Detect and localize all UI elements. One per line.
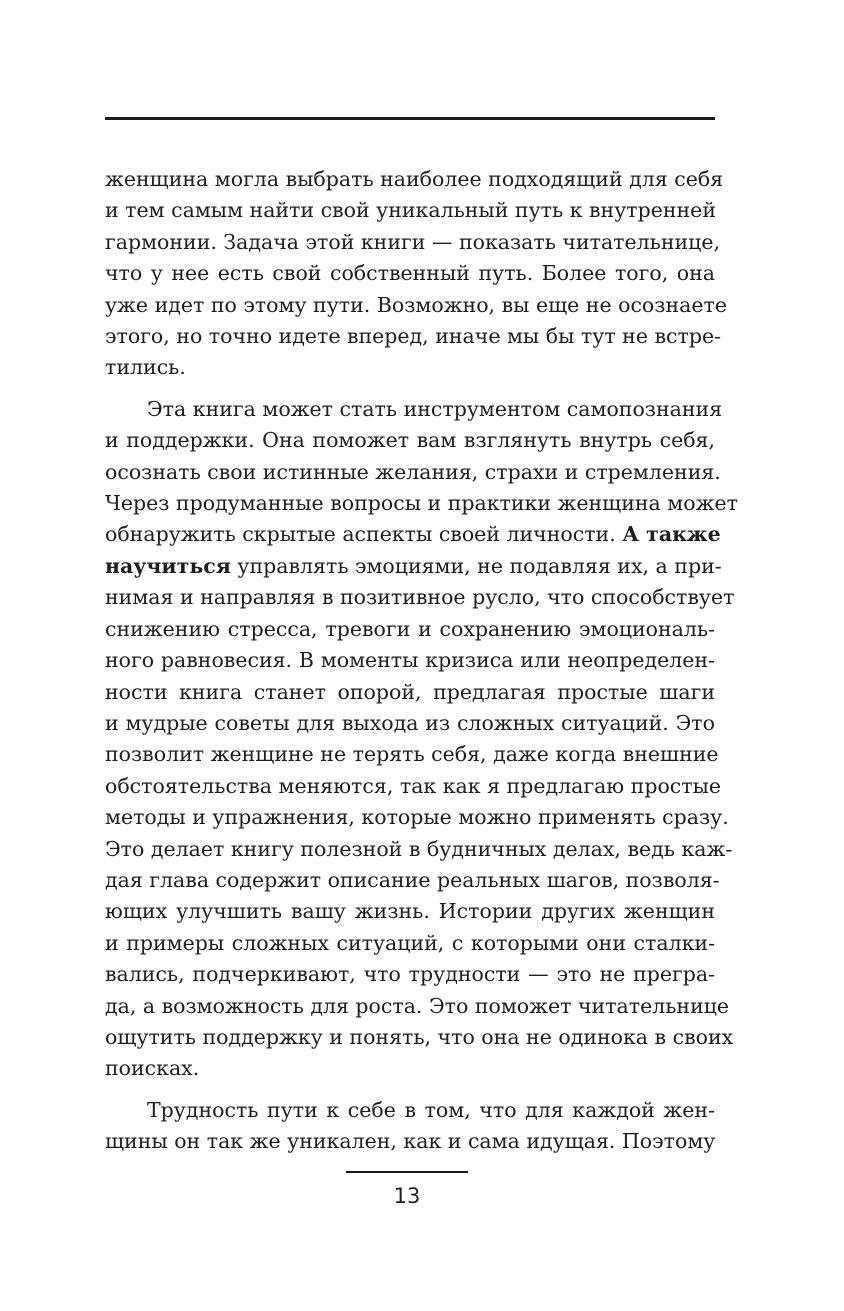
text-line: ощутить поддержку и понять, что она не одинока в своих [105, 1024, 734, 1049]
page-body [105, 164, 738, 1158]
text-line: ности книга станет опорой, предлагая простые шаги [105, 679, 715, 704]
text-line: уже идет по этому пути. Возможно, вы еще не осознаете [105, 292, 727, 317]
text-segment: обнаружить скрытые аспекты своей личности. [105, 522, 616, 547]
text-line: ющих улучшить вашу жизнь. Истории других женщин [105, 899, 715, 924]
text-line: этого, но точно идете вперед, иначе мы бы тут не встре- [105, 324, 722, 349]
text-line: и примеры сложных ситуаций, с которыми они сталки- [105, 930, 715, 955]
text-line [105, 519, 721, 550]
text-line: Это делает книгу полезной в будничных делах, ведь каж- [105, 836, 733, 861]
header-rule [105, 117, 715, 120]
text-line: что у нее есть свой собственный путь. Более того, она [105, 261, 715, 286]
text-line: Эта книга может стать инструментом самопознания [147, 396, 723, 421]
text-line: щины он так же уникален, как и сама идущая. Поэтому [105, 1129, 716, 1154]
text-line: и мудрые советы для выхода из сложных ситуаций. Это [105, 710, 715, 735]
bold-phrase: А также [622, 522, 721, 547]
paragraph-1 [105, 164, 727, 384]
text-line: методы и упражнения, которые можно применять сразу. [105, 805, 729, 830]
text-line: тились. [105, 355, 186, 380]
text-line: поисках. [105, 1056, 200, 1081]
text-line: позволит женщине не терять себя, даже когда внешние [105, 742, 719, 767]
text-line: обстоятельства меняются, так как я предлагаю простые [105, 773, 722, 798]
paragraph-3 [105, 1095, 715, 1158]
text-segment: управлять эмоциями, не подавляя их, а при- [237, 553, 722, 578]
footer-rule [346, 1171, 468, 1173]
text-line: осознать свои истинные желания, страхи и стремления. [105, 459, 721, 484]
text-line: дая глава содержит описание реальных шагов, позволя- [105, 867, 720, 892]
text-line: ного равновесия. В моменты кризиса или неопределен- [105, 648, 715, 673]
text-line [105, 551, 722, 582]
text-line: и тем самым найти свой уникальный путь к внутренней [105, 198, 716, 223]
page-number: 13 [393, 1184, 421, 1208]
text-line: и поддержки. Она поможет вам взглянуть внутрь себя, [105, 428, 715, 453]
paragraph-2 [105, 394, 738, 1085]
text-line: Через продуманные вопросы и практики женщина может [105, 491, 738, 516]
text-line: вались, подчеркивают, что трудности — это не прегра- [105, 962, 715, 987]
text-line: нимая и направляя в позитивное русло, что способствует [105, 585, 735, 610]
text-line: Трудность пути к себе в том, что для каждой жен- [147, 1097, 715, 1122]
text-line: снижению стресса, тревоги и сохранению эмоциональ- [105, 616, 715, 641]
text-line: женщина могла выбрать наиболее подходящий для себя [105, 167, 724, 191]
text-line: да, а возможность для роста. Это поможет читательнице [105, 993, 730, 1018]
bold-phrase: научиться [105, 553, 231, 578]
text-line: гармонии. Задача этой книги — показать читательнице, [105, 229, 720, 254]
